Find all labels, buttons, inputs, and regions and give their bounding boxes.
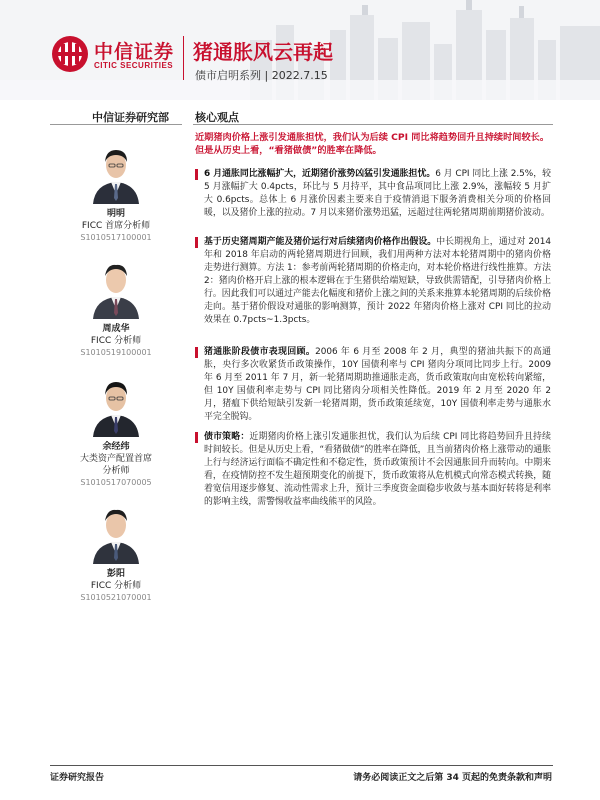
bullet-marker — [195, 237, 198, 248]
logo-english-text: CITIC SECURITIES — [94, 61, 174, 70]
footer-rule — [50, 765, 553, 766]
bullet-point — [195, 346, 551, 424]
report-date: 2022.7.15 — [271, 69, 328, 82]
bullet-lead: 基于历史猪周期产能及猪价运行对后续猪肉价格作出假设。 — [204, 237, 437, 247]
analyst-license-id: S1010521070001 — [80, 593, 152, 602]
analyst-card — [50, 255, 182, 359]
analyst-photo — [91, 255, 141, 319]
analyst-name: 余经纬 — [102, 442, 130, 452]
series-separator: | — [264, 69, 269, 82]
footer-report-type: 证券研究报告 — [50, 773, 105, 783]
bullet-lead: 猪通胀阶段债市表现回顾。 — [204, 347, 316, 357]
analyst-role-continued: 分析师 — [102, 466, 130, 476]
analyst-role: FICC 分析师 — [90, 336, 142, 346]
analyst-card — [50, 140, 182, 244]
analyst-name: 明明 — [106, 209, 125, 219]
bullet-lead: 债市策略： — [204, 432, 250, 442]
analyst-card — [50, 373, 182, 489]
bullet-text — [204, 346, 551, 424]
analyst-name: 彭阳 — [106, 569, 125, 579]
analyst-role: FICC 分析师 — [90, 581, 142, 591]
summary-highlight: 近期猪肉价格上涨引发通胀担忧，我们认为后续 CPI 同比将趋势回升且持续时间较长。但是从历史上看，“看猪做债”的胜率在降低。 — [195, 132, 550, 156]
analyst-license-id: S1010517100001 — [80, 233, 152, 242]
core-view-heading: 核心观点 — [195, 111, 239, 124]
report-header — [0, 0, 600, 100]
analyst-photo — [91, 500, 141, 564]
bullet-lead: 6 月通胀同比涨幅扩大，近期猪价涨势凶猛引发通胀担忧。 — [204, 169, 436, 179]
bullet-point — [195, 431, 551, 509]
series-and-date — [195, 67, 328, 83]
bullet-point — [195, 236, 551, 327]
bullet-marker — [195, 432, 198, 443]
bullet-text — [204, 431, 551, 509]
analyst-photo — [91, 140, 141, 204]
title-divider — [183, 36, 184, 80]
analyst-license-id: S1010517070005 — [80, 478, 152, 487]
citic-logo-icon — [50, 34, 90, 74]
analyst-license-id: S1010519100001 — [80, 348, 152, 357]
footer-disclaimer: 请务必阅读正文之后第 34 页起的免责条款和声明 — [353, 773, 552, 783]
research-dept-heading: 中信证券研究部 — [92, 111, 169, 124]
analyst-photo — [91, 373, 141, 437]
analyst-name: 周成华 — [102, 324, 130, 334]
bullet-body: 6 月 CPI 同比上涨 2.5%，较 5 月涨幅扩大 0.4pcts，环比与 5 月持平，其中食品项同比上涨 2.9%，涨幅较 5 月扩大 0.6pcts。总体上 6 月涨价因素主要来自于疫情消退下服务消费相关分项的价格回暖，以及猪价上涨的拉动。7 月以来猪价涨势迅猛，远超过往两轮猪周期前期猪价波动。 — [204, 169, 551, 218]
main-heading-rule — [193, 124, 553, 125]
bullet-marker — [195, 169, 198, 180]
bullet-body: 近期猪肉价格上涨引发通胀担忧，我们认为后续 CPI 同比将趋势回升且持续时间较长。但是从历史上看，“看猪做债”的胜率在降低，且当前猪肉价格上涨带动的通胀上行与经济运行面临不确定性和不稳定性，货币政策预计不会因通胀回升而转向。中期来看，在疫情防控不发生超预期变化的前提下，货币政策将从危机模式向常态模式转换，随着宽信用逐步修复、流动性需求上升，预计三季度资金面稳步收敛与基本面好转将是利率的影响主线，需警惕收益率曲线熊平的风险。 — [204, 432, 552, 507]
analyst-role: 大类资产配置首席 — [79, 454, 152, 464]
series-name: 债市启明系列 — [195, 69, 261, 82]
citic-logo — [50, 34, 200, 82]
bullet-marker — [195, 347, 198, 358]
bullet-body: 中长期视角上，通过对 2014 年和 2018 年启动的两轮猪周期进行回顾，我们用两种方法对本轮猪周期中的猪肉价格走势进行测算。方法 1：参考前两轮猪周期的价格走向，对本轮价格进行线性推算。方法 2：猪肉价格开启上涨的根本逻辑在于生猪供给端短缺，导致供需错配，引导猪肉价格上行。因此我们可以通过产能去化幅度和猪价上涨之间的关系来推算本轮猪周期的后续价格走向。基于猪价假设对通胀的影响测算，预计 2022 年猪肉价格上涨对 CPI 同比的拉动效果在 0.7pcts~1.3pcts。 — [204, 237, 551, 325]
logo-chinese-text: 中信证券 — [94, 41, 175, 63]
bullet-text — [204, 236, 551, 327]
bullet-body: 2006 年 6 月至 2008 年 2 月，典型的猪油共振下的高通胀，央行多次收紧货币政策操作，10Y 国债利率与 CPI 猪肉分项同比同步上行。2009 年 6 月至 2011 年 7 月，新一轮猪周期助推通胀走高，货币政策取向由宽松转向紧缩，但 10Y 国债利率走势与 CPI 同比猪肉分项相关性降低。2019 年 2 月至 2020 年 2 月，猪瘟下供给短缺引发新一轮猪周期，货币政策延续宽，10Y 国债利率走势与通胀水平完全脱钩。 — [204, 347, 552, 422]
analyst-role: FICC 首席分析师 — [81, 221, 151, 231]
report-title: 猪通胀风云再起 — [193, 40, 333, 64]
sidebar-heading-rule — [50, 124, 182, 125]
bullet-point — [195, 168, 551, 220]
analyst-card — [50, 500, 182, 604]
bullet-text — [204, 168, 551, 220]
